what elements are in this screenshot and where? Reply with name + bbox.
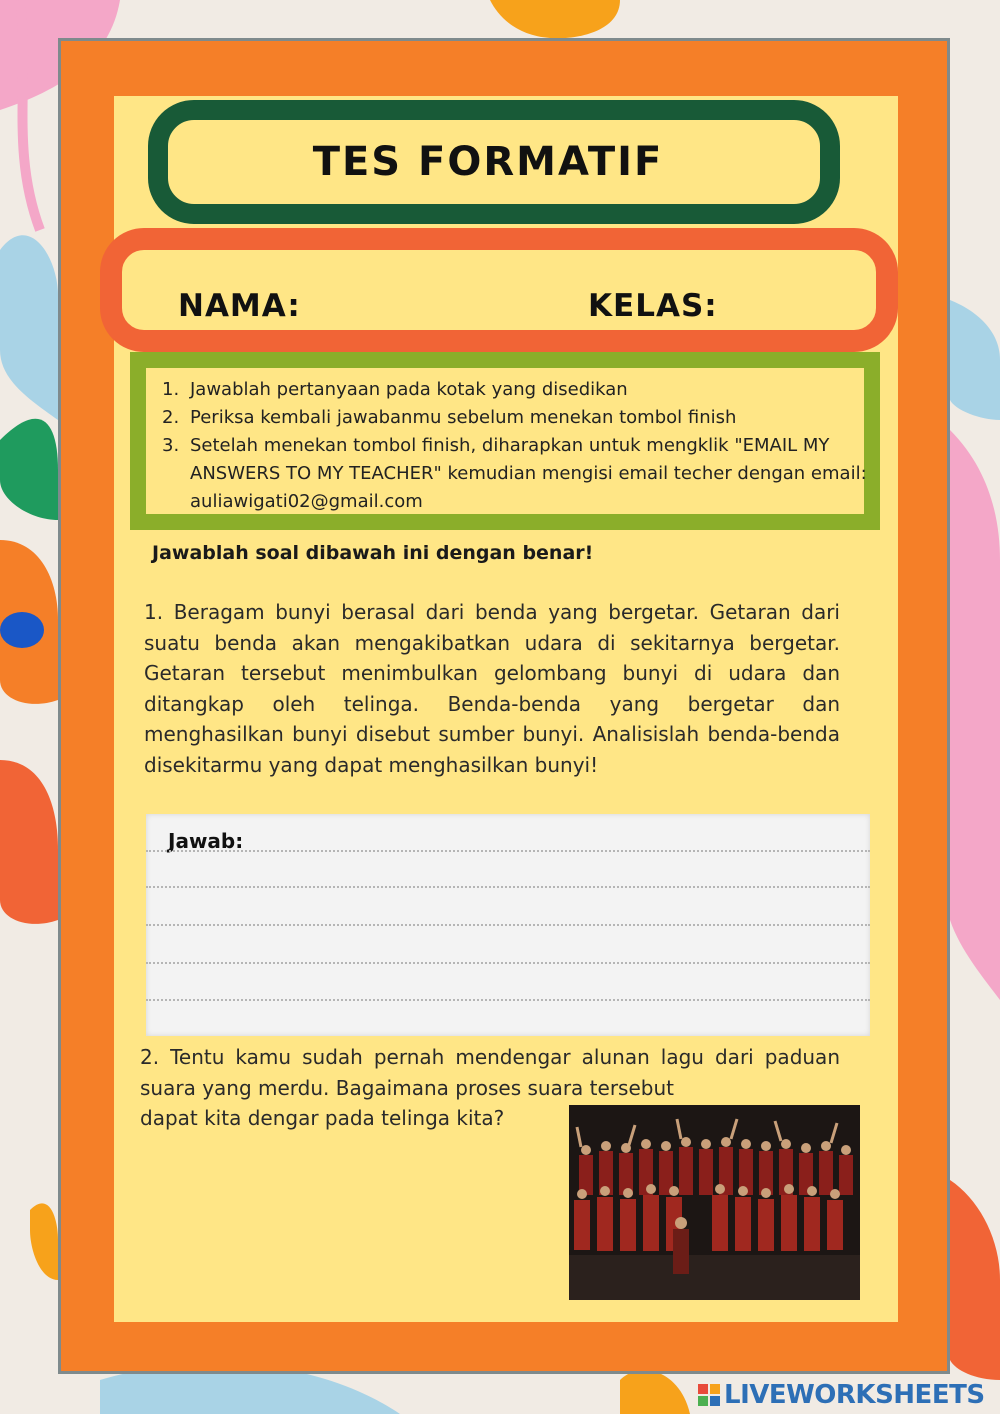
student-info-banner [100, 228, 898, 352]
page-title: TES FORMATIF [312, 139, 664, 185]
answer-label: Jawab: [168, 829, 244, 853]
ruled-line [146, 850, 870, 852]
class-label: KELAS: [588, 288, 718, 324]
ruled-line [146, 962, 870, 964]
instructions-box [130, 352, 880, 530]
instruction-item: 3. Setelah menekan tombol finish, diharapkan untuk mengklik "EMAIL MY ANSWERS TO MY TEACHER" kemudian mengisi email techer dengan email: auliawigati02@gmail.com [162, 435, 867, 512]
question-1-text: 1. Beragam bunyi berasal dari benda yang bergetar. Getaran dari suatu benda akan mengakibatkan udara di sekitarnya bergetar. Getaran tersebut menimbulkan gelombang bunyi di udara dan ditangkap oleh telinga. Benda-benda yang bergetar dan menghasilkan bunyi disebut sumber bunyi. Analisislah benda-benda disekitarmu yang dapat menghasilkan bunyi! [144, 600, 840, 777]
instruction-item: 1. Jawablah pertanyaan pada kotak yang disedikan [162, 379, 628, 400]
answer-1-textarea[interactable] [146, 814, 870, 1036]
brand-name: LIVEWORKSHEETS [724, 1380, 985, 1410]
liveworksheets-logo[interactable] [698, 1380, 985, 1410]
instruction-item: 2. Periksa kembali jawabanmu sebelum menekan tombol finish [162, 407, 737, 428]
name-label: NAMA: [178, 288, 301, 324]
ruled-line [146, 924, 870, 926]
title-banner [148, 100, 840, 224]
logo-icon [698, 1384, 720, 1406]
instructions-list [162, 376, 870, 516]
section-heading: Jawablah soal dibawah ini dengan benar! [152, 542, 594, 564]
question-2-text: 2. Tentu kamu sudah pernah mendengar alunan lagu dari paduan suara yang merdu. Bagaimana proses suara tersebut dapat kita dengar pada telinga kita? [140, 1045, 840, 1130]
choir-photo [569, 1105, 860, 1300]
ruled-line [146, 999, 870, 1001]
ruled-line [146, 886, 870, 888]
choir-illustration [569, 1105, 860, 1300]
